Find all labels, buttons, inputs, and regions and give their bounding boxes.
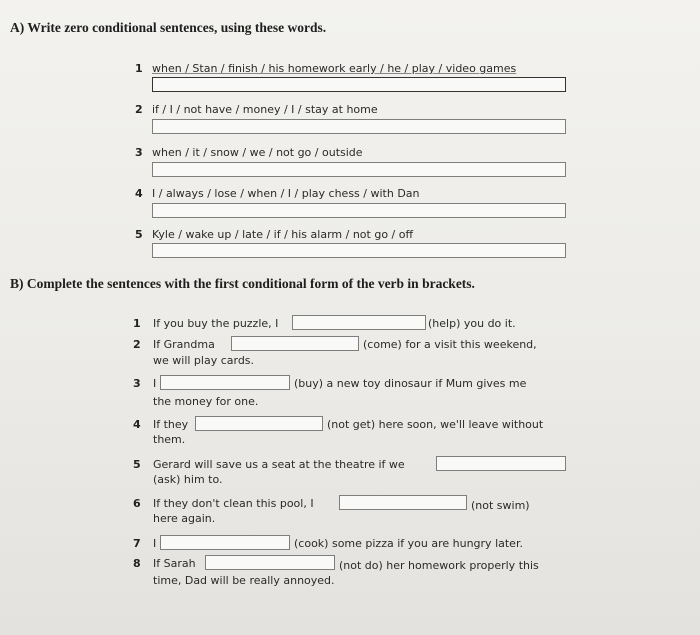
b-item-7-answer-field[interactable] (160, 535, 290, 550)
b-item-5-answer-field[interactable] (436, 456, 566, 471)
b-item-2-number: 2 (133, 338, 141, 351)
b-item-4-text-after: (not get) here soon, we'll leave without (327, 418, 544, 431)
a-item-4-number: 4 (135, 187, 143, 200)
b-item-6-text-line2: here again. (153, 512, 216, 525)
b-item-8-number: 8 (133, 557, 141, 570)
b-item-8-text-after: (not do) her homework properly this (339, 559, 539, 572)
a-item-5-prompt: Kyle / wake up / late / if / his alarm / not go / off (152, 228, 414, 241)
a-item-2-number: 2 (135, 103, 143, 116)
b-item-6-text-after: (not swim) (471, 499, 530, 512)
b-item-2-answer-field[interactable] (231, 336, 359, 351)
b-item-4-text-line2: them. (153, 433, 186, 446)
b-item-2-text-line2: we will play cards. (153, 354, 255, 367)
a-item-1-prompt: when / Stan / finish / his homework early / he / play / video games (152, 62, 517, 75)
b-item-4-text-before: If they (153, 418, 189, 431)
a-item-3-number: 3 (135, 146, 143, 159)
b-item-6-number: 6 (133, 497, 141, 510)
b-item-4-answer-field[interactable] (195, 416, 323, 431)
b-item-5-text-line2: (ask) him to. (153, 473, 223, 486)
b-item-8-answer-field[interactable] (205, 555, 335, 570)
a-item-1-number: 1 (135, 62, 143, 75)
b-item-5-number: 5 (133, 458, 141, 471)
b-item-8-text-line2: time, Dad will be really annoyed. (153, 574, 335, 587)
a-item-2-answer-field[interactable] (152, 119, 566, 134)
b-item-7-text-before: I (153, 537, 157, 550)
a-item-1-answer-field[interactable] (152, 77, 566, 92)
section-b-title: B) Complete the sentences with the first conditional form of the verb in brackets. (10, 276, 475, 291)
b-item-6-text-before: If they don't clean this pool, I (153, 497, 314, 510)
a-item-3-prompt: when / it / snow / we / not go / outside (152, 146, 363, 159)
b-item-3-number: 3 (133, 377, 141, 390)
b-item-3-text-before: I (153, 377, 157, 390)
b-item-3-text-after: (buy) a new toy dinosaur if Mum gives me (294, 377, 527, 390)
a-item-4-prompt: I / always / lose / when / I / play chess / with Dan (152, 187, 420, 200)
b-item-8-text-before: If Sarah (153, 557, 196, 570)
b-item-3-text-line2: the money for one. (153, 395, 259, 408)
a-item-5-number: 5 (135, 228, 143, 241)
section-a-title: A) Write zero conditional sentences, using these words. (10, 20, 327, 35)
b-item-1-text-after: (help) you do it. (428, 317, 516, 330)
b-item-1-text-before: If you buy the puzzle, I (153, 317, 279, 330)
b-item-1-answer-field[interactable] (292, 315, 426, 330)
b-item-4-number: 4 (133, 418, 141, 431)
b-item-7-text-after: (cook) some pizza if you are hungry later. (294, 537, 523, 550)
a-item-2-prompt: if / I / not have / money / I / stay at home (152, 103, 378, 116)
b-item-7-number: 7 (133, 537, 141, 550)
b-item-2-text-after: (come) for a visit this weekend, (363, 338, 537, 351)
b-item-2-text-before: If Grandma (153, 338, 215, 351)
a-item-5-answer-field[interactable] (152, 243, 566, 258)
a-item-4-answer-field[interactable] (152, 203, 566, 218)
a-item-3-answer-field[interactable] (152, 162, 566, 177)
b-item-3-answer-field[interactable] (160, 375, 290, 390)
b-item-1-number: 1 (133, 317, 141, 330)
b-item-5-text-before: Gerard will save us a seat at the theatre if we (153, 458, 405, 471)
b-item-6-answer-field[interactable] (339, 495, 467, 510)
